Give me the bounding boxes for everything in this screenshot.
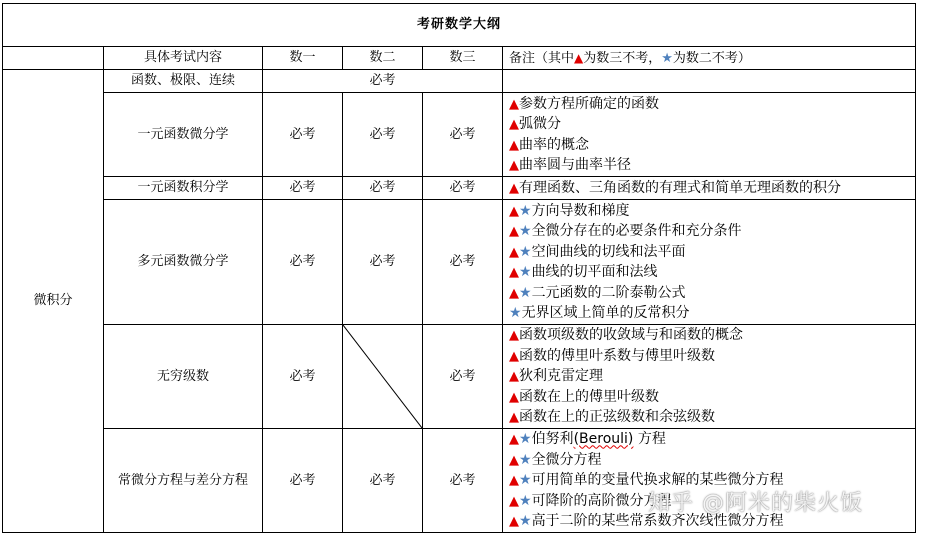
note-item: [509, 387, 915, 408]
note-text: 全微分存在的必要条件和充分条件: [531, 223, 742, 239]
requirement-math1: 必考: [263, 177, 343, 200]
header-math2: 数二: [343, 47, 423, 70]
star-icon: ★: [519, 492, 532, 509]
triangle-icon: ▲: [574, 50, 584, 65]
table-row: [3, 93, 916, 177]
notes-cell: [503, 93, 916, 177]
note-item: [509, 94, 915, 115]
star-icon: ★: [519, 431, 532, 448]
note-item: [509, 155, 915, 176]
note-text: 有理函数、三角函数的有理式和简单无理函数的积分: [519, 179, 841, 196]
note-text: 曲率的概念: [519, 136, 589, 153]
note-text: 狄利克雷定理: [519, 368, 603, 385]
triangle-icon: ▲: [509, 369, 519, 385]
triangle-icon: ▲: [509, 493, 519, 509]
note-item: [509, 325, 915, 346]
triangle-icon: ▲: [509, 224, 519, 239]
requirement-math1: 必考: [263, 429, 343, 533]
note-text: 曲率圆与曲率半径: [519, 157, 631, 173]
triangle-icon: ▲: [509, 285, 519, 301]
note-item: [509, 135, 915, 156]
table-row: [3, 325, 916, 429]
triangle-icon: ▲: [509, 265, 519, 280]
note-item: [509, 450, 915, 471]
triangle-icon: ▲: [509, 244, 519, 260]
notes-cell: [503, 177, 916, 200]
requirement-math2: 必考: [343, 177, 423, 200]
note-item: [509, 366, 915, 387]
note-text: 函数的傅里叶系数与傅里叶级数: [519, 347, 715, 364]
watermark: 知乎 @阿米的柴火饭: [648, 491, 863, 516]
triangle-icon: ▲: [509, 180, 519, 196]
star-icon: ★: [519, 284, 532, 301]
requirement-math3: 必考: [423, 325, 503, 429]
note-item: [509, 346, 915, 367]
note-item: [509, 429, 915, 450]
notes-cell: [503, 70, 916, 93]
table-row: [3, 177, 916, 200]
star-icon: ★: [519, 223, 532, 239]
header-row: [3, 47, 916, 70]
syllabus-table: [2, 3, 916, 533]
table-title: 考研数学大纲: [3, 4, 916, 47]
header-content: 具体考试内容: [104, 47, 263, 70]
note-text: 函数项级数的收敛域与和函数的概念: [519, 327, 743, 344]
requirement-math1: 必考: [263, 200, 343, 325]
topic-cell: 无穷级数: [104, 325, 263, 429]
note-text: 伯努利: [531, 431, 574, 448]
note-item: [509, 178, 915, 199]
note-text: 可降阶的高阶微分方程: [531, 492, 672, 509]
header-blank: [3, 47, 104, 70]
note-text: 曲线的切平面和法线: [531, 264, 658, 280]
topic-cell: 多元函数微分学: [104, 200, 263, 325]
triangle-icon: ▲: [509, 514, 519, 530]
requirement-math1: 必考: [263, 93, 343, 177]
note-text: 全微分方程: [531, 451, 602, 468]
requirement-math3: 必考: [423, 93, 503, 177]
triangle-icon: ▲: [509, 117, 519, 132]
requirement-math1: 必考: [263, 325, 343, 429]
note-item: [509, 114, 915, 135]
requirement-math2: 必考: [343, 429, 423, 533]
triangle-icon: ▲: [509, 348, 519, 364]
requirement-math2: 必考: [343, 200, 423, 325]
requirement-math2: 必考: [343, 93, 423, 177]
topic-cell: 常微分方程与差分方程: [104, 429, 263, 533]
note-text: 可用简单的变量代换求解的某些微分方程: [531, 472, 784, 489]
note-item: [509, 283, 915, 304]
triangle-icon: ▲: [509, 410, 519, 426]
category-cell: 微积分: [3, 70, 104, 533]
star-icon: ★: [519, 472, 532, 489]
star-icon: ★: [519, 243, 532, 260]
triangle-icon: ▲: [509, 328, 519, 344]
topic-cell: 函数、极限、连续: [104, 70, 263, 93]
table-row: [3, 70, 916, 93]
note-text: 空间曲线的切线和法平面: [531, 243, 686, 260]
triangle-icon: ▲: [509, 137, 519, 153]
note-text: 方向导数和梯度: [531, 202, 630, 219]
note-item: [509, 221, 915, 242]
topic-cell: 一元函数积分学: [104, 177, 263, 200]
topic-cell: 一元函数微分学: [104, 93, 263, 177]
header-math1: 数一: [263, 47, 343, 70]
note-text: 二元函数的二阶泰勒公式: [531, 284, 686, 301]
note-item: [509, 407, 915, 428]
requirement-math3: 必考: [423, 200, 503, 325]
note-text: 函数在上的傅里叶级数: [519, 388, 659, 405]
notes-cell: [503, 325, 916, 429]
requirement-merged: 必考: [263, 70, 503, 93]
requirement-math3: 必考: [423, 429, 503, 533]
requirement-math3: 必考: [423, 177, 503, 200]
triangle-icon: ▲: [509, 389, 519, 405]
notes-cell: [503, 200, 916, 325]
header-math3: 数三: [423, 47, 503, 70]
star-icon: ★: [519, 513, 532, 530]
note-text: 高于二阶的某些常系数齐次线性微分方程: [531, 513, 784, 530]
triangle-icon: ▲: [509, 96, 519, 112]
note-item: [509, 201, 915, 222]
note-item: [509, 242, 915, 263]
star-icon: ★: [519, 202, 532, 219]
triangle-icon: ▲: [509, 432, 519, 448]
star-icon: ★: [661, 50, 673, 66]
triangle-icon: ▲: [509, 158, 519, 173]
triangle-icon: ▲: [509, 452, 519, 468]
triangle-icon: ▲: [509, 203, 519, 219]
star-icon: ★: [509, 305, 522, 321]
note-text: 函数在上的正弦级数和余弦级数: [519, 409, 715, 426]
table-row: [3, 200, 916, 325]
note-text: 无界区域上简单的反常积分: [521, 305, 690, 321]
not-required-diagonal: [343, 325, 423, 429]
note-item: [509, 262, 915, 283]
note-text: 弧微分: [519, 116, 561, 132]
note-text: 方程: [637, 431, 666, 448]
star-icon: ★: [519, 264, 532, 280]
header-remark: 备注（其中▲为数三不考，★为数二不考）: [503, 47, 916, 70]
note-text: 参数方程所确定的函数: [519, 95, 659, 112]
star-icon: ★: [519, 451, 532, 468]
note-text-misspelled: (Berouli): [573, 431, 634, 448]
note-item: [509, 303, 915, 324]
triangle-icon: ▲: [509, 473, 519, 489]
